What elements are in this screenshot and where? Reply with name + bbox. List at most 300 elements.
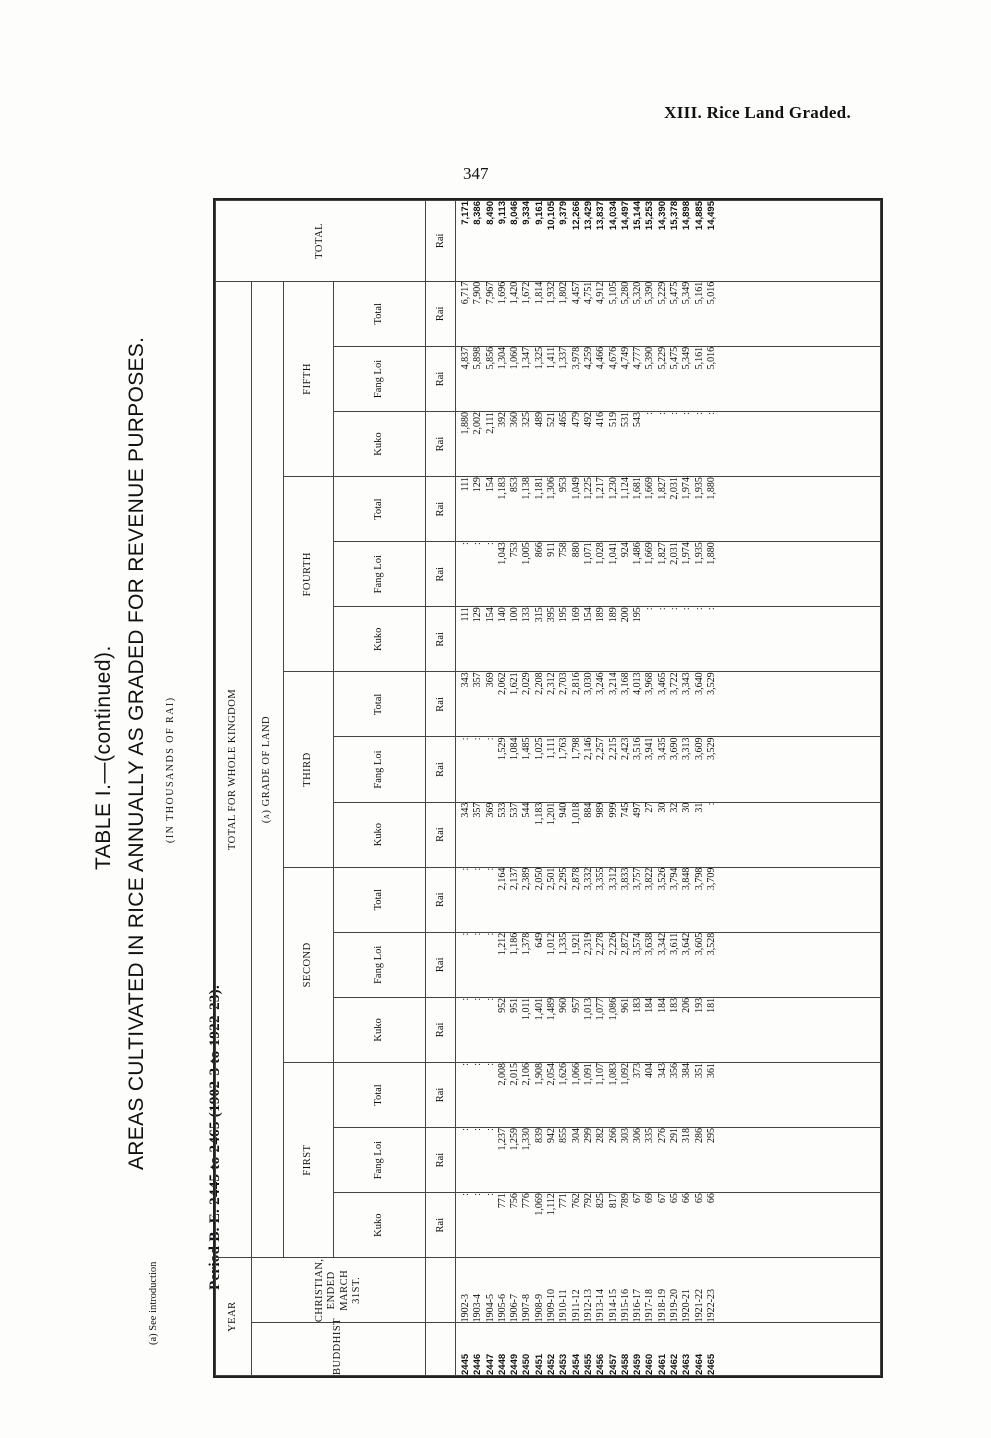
- table-cell: 5,390: [644, 281, 656, 305]
- table-cell: 7,900: [472, 281, 484, 305]
- table-cell: 2,423: [619, 737, 631, 760]
- table-cell: 758: [558, 542, 570, 558]
- table-cell: :: [472, 997, 484, 1001]
- table-cell: 2,031: [669, 542, 681, 565]
- table-cell: 67: [656, 1193, 668, 1204]
- table-cell: 200: [619, 607, 631, 623]
- table-cell: 1,138: [521, 477, 533, 500]
- table-cell: 521: [546, 412, 558, 427]
- table-cell: 3,968: [644, 672, 656, 695]
- col-first-fang-loi: [456, 1128, 881, 1193]
- table-cell: 1,066: [570, 1062, 582, 1086]
- table-cell: 30: [656, 802, 668, 813]
- table-cell: 4,676: [607, 346, 619, 370]
- header-first: FIRST: [284, 1062, 334, 1257]
- unit-label: Rai: [426, 607, 456, 672]
- table-cell: 2,002: [472, 412, 484, 435]
- table-cell: 1920-21: [681, 1288, 693, 1323]
- table-cell: 3,465: [656, 672, 668, 695]
- table-cell: 1903-4: [472, 1293, 484, 1323]
- table-cell: 15,378: [669, 201, 681, 231]
- table-cell: 14,034: [607, 201, 619, 231]
- table-cell: 884: [582, 802, 594, 818]
- data-table: [215, 200, 881, 1376]
- table-cell: 489: [533, 412, 545, 427]
- table-cell: 360: [509, 412, 521, 427]
- table-cell: 1,974: [681, 477, 693, 500]
- table-cell: 111: [460, 477, 471, 492]
- table-cell: 306: [632, 1128, 644, 1144]
- table-cell: 940: [558, 802, 570, 818]
- table-cell: 519: [607, 412, 619, 427]
- table-cell: 2,878: [570, 867, 582, 891]
- table-cell: :: [472, 1062, 484, 1066]
- header-fifth: FIFTH: [284, 281, 334, 476]
- table-cell: 2454: [570, 1353, 582, 1375]
- table-cell: 1,071: [582, 542, 594, 565]
- table-cell: 3,709: [705, 867, 717, 891]
- table-cell: :: [472, 932, 484, 936]
- table-cell: 855: [558, 1128, 570, 1144]
- table-cell: 2,029: [521, 672, 533, 695]
- table-cell: 957: [570, 997, 582, 1013]
- table-cell: 1,935: [693, 477, 705, 500]
- table-cell: 2,146: [582, 737, 594, 760]
- table-cell: 1,621: [509, 672, 521, 695]
- table-cell: 2450: [521, 1353, 533, 1375]
- table-cell: 2,226: [607, 932, 619, 956]
- table-cell: :: [484, 867, 496, 871]
- table-cell: 745: [619, 802, 631, 818]
- table-cell: 14,898: [681, 201, 693, 231]
- table-cell: 533: [496, 802, 508, 818]
- table-cell: 100: [509, 607, 521, 623]
- table-cell: 3,941: [644, 737, 656, 760]
- table-cell: 15,144: [632, 201, 644, 231]
- table-cell: 911: [546, 542, 558, 557]
- table-cell: 1,827: [656, 542, 668, 565]
- table-cell: :: [484, 542, 496, 545]
- table-subtitle: AREAS CULTIVATED IN RICE ANNUALLY AS GRADED FOR REVENUE PURPOSES.: [125, 336, 148, 1170]
- table-cell: 2452: [546, 1353, 558, 1375]
- table-cell: 3,342: [656, 932, 668, 956]
- table-cell: 1,626: [558, 1062, 570, 1086]
- table-cell: 3,516: [632, 737, 644, 760]
- table-cell: 1,401: [533, 997, 545, 1021]
- table-cell: 351: [693, 1062, 705, 1078]
- table-cell: 951: [509, 997, 521, 1013]
- header-fifth-total: Total: [334, 281, 426, 346]
- table-cell: 66: [705, 1193, 717, 1204]
- table-cell: 1,798: [570, 737, 582, 760]
- table-cell: 5,105: [607, 281, 619, 305]
- table-cell: 154: [484, 477, 496, 493]
- unit-label: Rai: [426, 802, 456, 867]
- table-cell: 924: [619, 542, 631, 558]
- unit-blank: [426, 1323, 456, 1376]
- table-cell: 1,107: [595, 1062, 607, 1086]
- table-cell: 3,822: [644, 867, 656, 891]
- table-cell: 1,669: [644, 477, 656, 500]
- table-cell: 1907-8: [521, 1293, 533, 1323]
- table-cell: :: [460, 1062, 471, 1066]
- table-cell: 5,320: [632, 281, 644, 305]
- col-second-total: [456, 867, 881, 932]
- table-cell: 7,171: [460, 201, 471, 225]
- col-third-total: [456, 672, 881, 737]
- col-fifth-total: [456, 281, 881, 346]
- col-fourth-fang-loi: [456, 542, 881, 607]
- table-cell: 5,280: [619, 281, 631, 305]
- table-cell: 27: [644, 802, 656, 813]
- table-cell: 133: [521, 607, 533, 623]
- table-cell: :: [472, 542, 484, 545]
- table-cell: 129: [472, 607, 484, 623]
- table-cell: 1,347: [521, 346, 533, 370]
- unit-label: Rai: [426, 1128, 456, 1193]
- table-cell: :: [644, 607, 656, 611]
- table-cell: 2456: [595, 1353, 607, 1375]
- header-second-kuko: Kuko: [334, 997, 426, 1062]
- table-cell: :: [460, 997, 471, 1001]
- table-cell: 295: [705, 1128, 717, 1144]
- unit-label: Rai: [426, 997, 456, 1062]
- table-cell: 67: [632, 1193, 644, 1204]
- table-cell: :: [484, 1193, 496, 1196]
- table-cell: 195: [558, 607, 570, 623]
- header-fifth-kuko: Kuko: [334, 412, 426, 477]
- header-fourth-fang-loi: Fang Loi: [334, 542, 426, 607]
- unit-label: Rai: [426, 412, 456, 477]
- table-cell: 154: [582, 607, 594, 623]
- table-cell: 343: [656, 1062, 668, 1078]
- table-cell: :: [472, 867, 484, 871]
- table-cell: 952: [496, 997, 508, 1013]
- table-cell: 1,049: [570, 477, 582, 500]
- table-cell: 1,212: [496, 932, 508, 956]
- table-cell: 866: [533, 542, 545, 558]
- table-cell: 404: [644, 1062, 656, 1078]
- table-cell: 1,186: [509, 932, 521, 956]
- table-cell: 2460: [644, 1353, 656, 1375]
- unit-label: Rai: [426, 1193, 456, 1258]
- table-cell: 853: [509, 477, 521, 493]
- table-cell: 1,005: [521, 542, 533, 565]
- table-cell: 1,814: [533, 281, 545, 305]
- table-cell: 9,379: [558, 201, 570, 225]
- table-cell: 1,880: [705, 477, 717, 500]
- table-cell: :: [460, 1128, 471, 1131]
- table-cell: 140: [496, 607, 508, 623]
- period-label: Period B. E. 2445 to 2465 (1902-3 to 1922-23).: [207, 984, 223, 1290]
- table-cell: 3,529: [705, 737, 717, 760]
- table-cell: 3,611: [669, 932, 681, 955]
- table-cell: 181: [705, 997, 717, 1013]
- table-cell: 543: [632, 412, 644, 427]
- table-cell: 2449: [509, 1353, 521, 1375]
- table-cell: 1,011: [521, 997, 533, 1020]
- table-cell: :: [656, 607, 668, 611]
- table-cell: 1,908: [533, 1062, 545, 1086]
- header-third-kuko: Kuko: [334, 802, 426, 867]
- table-cell: 776: [521, 1193, 533, 1209]
- header-third-fang-loi: Fang Loi: [334, 737, 426, 802]
- table-cell: 544: [521, 802, 533, 818]
- table-cell: 2,015: [509, 1062, 521, 1086]
- header-grade: (a) GRADE OF LAND: [252, 281, 284, 1258]
- table-cell: 2462: [669, 1353, 681, 1375]
- table-cell: 3,528: [705, 932, 717, 956]
- col-fourth-kuko: [456, 607, 881, 672]
- units-note: (IN THOUSANDS OF RAI): [165, 696, 176, 843]
- table-cell: 2461: [656, 1353, 668, 1375]
- table-cell: 3,722: [669, 672, 681, 695]
- table-cell: 1911-12: [570, 1289, 582, 1323]
- table-cell: 183: [632, 997, 644, 1013]
- table-cell: 771: [496, 1193, 508, 1209]
- table-cell: 3,312: [607, 867, 619, 891]
- table-cell: 1,880: [460, 412, 471, 435]
- header-christian: CHRISTIAN, ENDED MARCH 31ST.: [252, 1258, 426, 1323]
- table-cell: 5,856: [484, 346, 496, 370]
- table-cell: 1,669: [644, 542, 656, 565]
- table-cell: :: [669, 412, 681, 415]
- table-cell: 3,794: [669, 867, 681, 891]
- table-cell: 1,337: [558, 346, 570, 370]
- table-cell: 3,642: [681, 932, 693, 956]
- table-cell: 13,429: [582, 201, 594, 231]
- table-cell: 1,827: [656, 477, 668, 500]
- table-cell: 9,113: [496, 201, 508, 225]
- table-cell: 154: [484, 607, 496, 623]
- table-cell: 2,062: [496, 672, 508, 695]
- header-fourth-kuko: Kuko: [334, 607, 426, 672]
- table-cell: 1,529: [496, 737, 508, 760]
- table-cell: 318: [681, 1128, 693, 1144]
- table-cell: 1,183: [496, 477, 508, 500]
- table-cell: 1908-9: [533, 1293, 545, 1323]
- table-cell: 2455: [582, 1353, 594, 1375]
- table-cell: 1922-23: [705, 1288, 717, 1323]
- table-cell: 8,046: [509, 201, 521, 225]
- table-cell: :: [705, 607, 717, 611]
- table-cell: 1,225: [582, 477, 594, 500]
- table-cell: :: [460, 867, 471, 871]
- table-cell: 3,332: [582, 867, 594, 891]
- table-cell: :: [484, 932, 496, 936]
- table-cell: 961: [619, 997, 631, 1013]
- table-cell: :: [484, 1062, 496, 1066]
- table-cell: 2,501: [546, 867, 558, 891]
- header-fourth-total: Total: [334, 477, 426, 542]
- table-cell: 5,475: [669, 281, 681, 305]
- unit-label: Rai: [426, 737, 456, 802]
- table-cell: 2,816: [570, 672, 582, 695]
- header-first-fang-loi: Fang Loi: [334, 1128, 426, 1193]
- table-cell: 69: [644, 1193, 656, 1204]
- table-cell: 2463: [681, 1353, 693, 1375]
- table-cell: 343: [460, 802, 471, 818]
- table-cell: 1,025: [533, 737, 545, 760]
- table-cell: :: [705, 802, 717, 806]
- table-cell: 3,757: [632, 867, 644, 891]
- table-cell: 1,028: [595, 542, 607, 565]
- table-cell: 4,749: [619, 346, 631, 370]
- table-cell: 14,885: [693, 201, 705, 231]
- table-cell: 771: [558, 1193, 570, 1209]
- rice-land-table: [213, 198, 883, 1378]
- table-cell: 2,106: [521, 1062, 533, 1086]
- table-cell: 1910-11: [558, 1289, 570, 1323]
- table-cell: 1902-3: [460, 1293, 471, 1323]
- table-cell: 1,181: [533, 477, 545, 500]
- table-cell: 1,378: [521, 932, 533, 956]
- table-cell: :: [656, 412, 668, 415]
- table-cell: 5,390: [644, 346, 656, 370]
- table-cell: 3,798: [693, 867, 705, 891]
- table-cell: 1,420: [509, 281, 521, 305]
- table-cell: 169: [570, 607, 582, 623]
- table-cell: 3,526: [656, 867, 668, 891]
- table-cell: 3,030: [582, 672, 594, 695]
- table-cell: 2,208: [533, 672, 545, 695]
- table-cell: 1,013: [582, 997, 594, 1021]
- unit-label: Rai: [426, 477, 456, 542]
- table-cell: 2451: [533, 1353, 545, 1375]
- table-cell: 1,672: [521, 281, 533, 305]
- unit-label: Rai: [426, 1062, 456, 1127]
- table-cell: 2,257: [595, 737, 607, 760]
- table-cell: 369: [484, 672, 496, 688]
- table-cell: 184: [656, 997, 668, 1013]
- header-second: SECOND: [284, 867, 334, 1062]
- table-cell: 3,848: [681, 867, 693, 891]
- table-cell: 266: [607, 1128, 619, 1144]
- unit-label: Rai: [426, 932, 456, 997]
- table-cell: 2465: [705, 1353, 717, 1375]
- table-cell: 4,013: [632, 672, 644, 695]
- table-cell: 416: [595, 412, 607, 427]
- table-cell: 5,475: [669, 346, 681, 370]
- table-cell: 1,335: [558, 932, 570, 956]
- table-cell: 5,349: [681, 346, 693, 370]
- table-cell: 2464: [693, 1353, 705, 1375]
- table-cell: 30: [681, 802, 693, 813]
- table-cell: 2,031: [669, 477, 681, 500]
- table-cell: 6,717: [460, 281, 471, 305]
- table-cell: 2453: [558, 1353, 570, 1375]
- table-cell: 1909-10: [546, 1288, 558, 1323]
- table-cell: 2,278: [595, 932, 607, 956]
- table-cell: 789: [619, 1193, 631, 1209]
- table-cell: 1917-18: [644, 1288, 656, 1323]
- table-cell: 1,018: [570, 802, 582, 826]
- table-cell: :: [693, 412, 705, 415]
- col-first-kuko: [456, 1193, 881, 1258]
- table-cell: 3,638: [644, 932, 656, 956]
- table-cell: 14,497: [619, 201, 631, 231]
- table-cell: 2,703: [558, 672, 570, 695]
- table-cell: 1,921: [570, 932, 582, 956]
- table-cell: 5,898: [472, 346, 484, 370]
- table-cell: 189: [595, 607, 607, 623]
- table-cell: 1,069: [533, 1193, 545, 1216]
- col-fifth-fang-loi: [456, 346, 881, 411]
- table-cell: 1,084: [509, 737, 521, 760]
- table-cell: 1915-16: [619, 1288, 631, 1323]
- unit-label: Rai: [426, 281, 456, 346]
- table-cell: 13,837: [595, 201, 607, 231]
- table-cell: 1,217: [595, 477, 607, 500]
- table-cell: 3,168: [619, 672, 631, 695]
- table-cell: 4,912: [595, 281, 607, 305]
- table-cell: 1,201: [546, 802, 558, 826]
- table-cell: 4,751: [582, 281, 594, 305]
- header-third-total: Total: [334, 672, 426, 737]
- table-cell: 65: [693, 1193, 705, 1204]
- table-cell: 8,386: [472, 201, 484, 225]
- table-cell: 1913-14: [595, 1288, 607, 1323]
- header-third: THIRD: [284, 672, 334, 867]
- header-buddhist: BUDDHIST: [252, 1323, 426, 1376]
- table-cell: :: [669, 607, 681, 611]
- table-cell: 497: [632, 802, 644, 818]
- table-cell: :: [644, 412, 656, 415]
- table-cell: 1,485: [521, 737, 533, 760]
- table-cell: :: [472, 1193, 484, 1196]
- table-cell: 3,343: [681, 672, 693, 695]
- table-cell: 1,083: [607, 1062, 619, 1086]
- table-cell: 325: [521, 412, 533, 427]
- table-cell: 1,304: [496, 346, 508, 370]
- table-cell: :: [472, 1128, 484, 1131]
- table-cell: 1916-17: [632, 1288, 644, 1323]
- table-cell: 2448: [496, 1353, 508, 1375]
- table-cell: 183: [669, 997, 681, 1013]
- table-cell: 1,112: [546, 1193, 558, 1216]
- table-cell: 4,457: [570, 281, 582, 305]
- table-cell: 2447: [484, 1353, 496, 1375]
- table-cell: 465: [558, 412, 570, 427]
- table-cell: 1,237: [496, 1128, 508, 1151]
- table-cell: 299: [582, 1128, 594, 1144]
- table-cell: 4,466: [595, 346, 607, 370]
- table-cell: 2,389: [521, 867, 533, 891]
- table-cell: 9,161: [533, 201, 545, 225]
- table-cell: 384: [681, 1062, 693, 1078]
- table-cell: 989: [595, 802, 607, 818]
- col-third-fang-loi: [456, 737, 881, 802]
- table-cell: 1918-19: [656, 1288, 668, 1323]
- table-cell: 817: [607, 1193, 619, 1209]
- table-cell: 1,325: [533, 346, 545, 370]
- table-cell: 304: [570, 1128, 582, 1144]
- table-cell: 1,935: [693, 542, 705, 565]
- table-cell: 2,872: [619, 932, 631, 956]
- table-cell: 361: [705, 1062, 717, 1078]
- table-cell: 3,690: [669, 737, 681, 760]
- table-cell: 7,967: [484, 281, 496, 305]
- table-cell: 343: [460, 672, 471, 688]
- table-cell: 14,495: [705, 201, 717, 231]
- table-cell: 999: [607, 802, 619, 818]
- header-total: TOTAL: [216, 201, 426, 282]
- table-cell: 3,978: [570, 346, 582, 370]
- table-cell: 2445: [460, 1353, 471, 1375]
- unit-label: Rai: [426, 201, 456, 282]
- table-cell: 1,060: [509, 346, 521, 370]
- table-cell: 1,111: [546, 737, 558, 760]
